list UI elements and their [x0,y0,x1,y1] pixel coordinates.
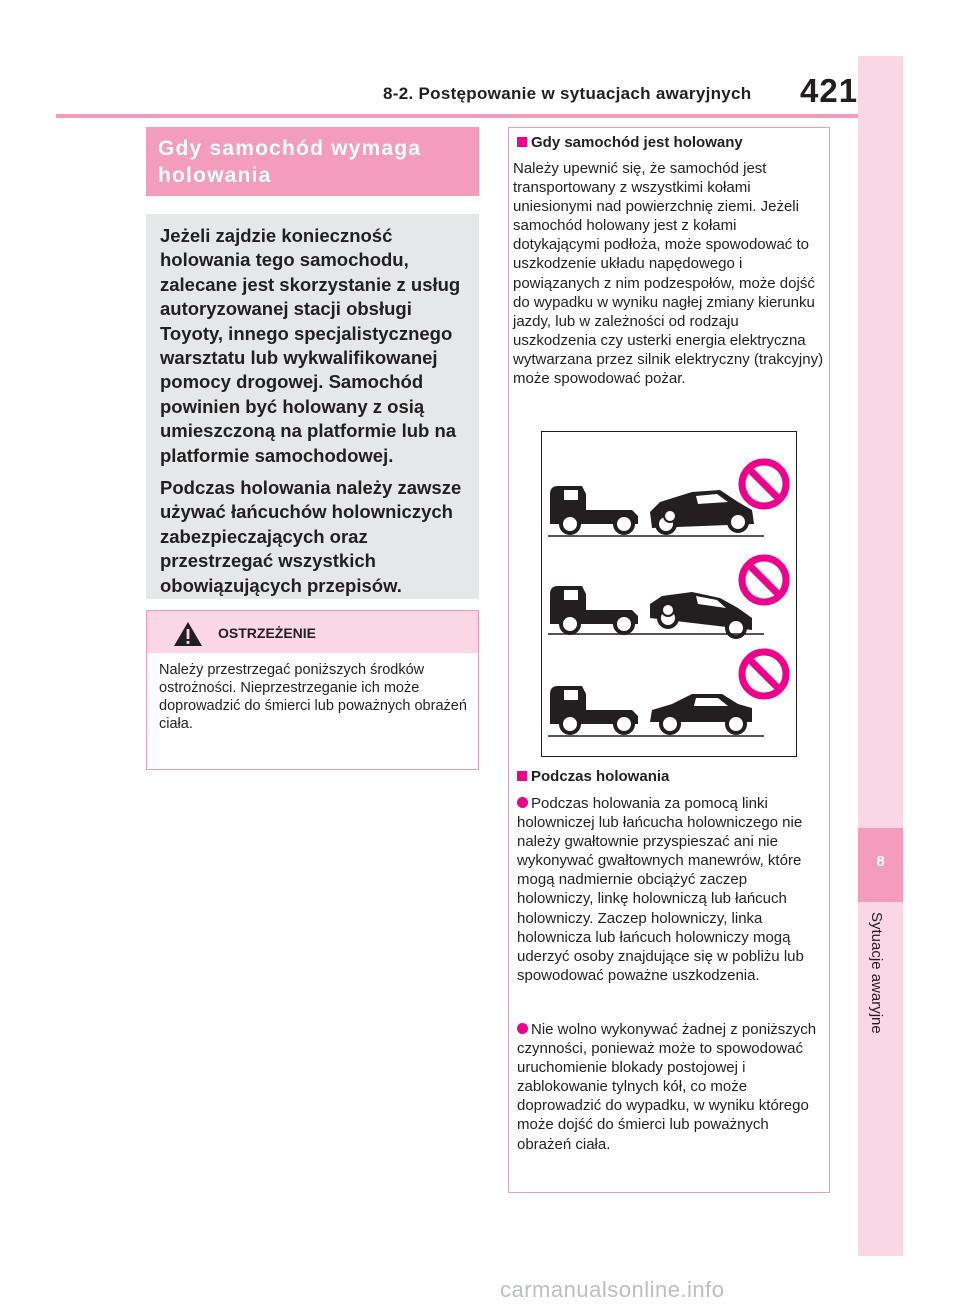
during-towing-heading-label: Podczas holowania [531,768,670,785]
warning-header [147,611,478,653]
right-info-box [508,127,830,1193]
intro-paragraph: Jeżeli zajdzie konieczność holowania tego samochodu, zalecane jest skorzystanie z usług autoryzowanej stacji obsługi Toyoty, innego specjalistycznego warsztatu lub wykwalifikowanej pomocy drogowej. Samochód powinien być holowany z osią umieszczoną na platformie lub na platformie samochodowej. [160,225,461,466]
during-towing-heading [517,768,669,785]
towing-illustration [541,431,797,757]
header-rule [56,114,858,118]
towed-text: Należy upewnić się, że samochód jest transportowany z wszystkimi kołami uniesionymi nad powierzchnię ziemi. Jeżeli samochód holowany jest z kołami dotykającymi podłoża, może spowodować to uszkodzenie układu napędowego i powiązanych z nim podzespołów, może dojść do wypadku w wyniku nagłej zmiany kierunku jazdy, lub w zależności od rodzaju uszkodzenia czy usterki energia elektryczna wytwarzana przez silnik elektryczny (trakcyjny) może spowodować pożar. [513,160,824,388]
steering-wheel-icon [662,604,674,616]
bullet-dot-icon [517,797,528,808]
car-icon [650,694,752,733]
towing-diagram [542,432,796,756]
prohibited-icon [742,462,786,506]
steering-wheel-icon [664,510,676,522]
intro-box [146,214,479,599]
prohibited-icon [742,652,786,696]
bullet-text: Podczas holowania za pomocą linki holowniczej lub łańcucha holowniczego nie należy gwałtownie przyspieszać ani nie wykonywać gwałtownych manewrów, które mogą nadmiernie obciążyć zaczep holowniczy, linkę holowniczą lub łańcuch holowniczy. Zaczep holowniczy, linka holownicza lub łańcuch holowniczy mogą uderzyć osoby znajdujące się w pobliżu lub spowodować poważne uszkodzenia. [517,795,804,984]
bullet-item [517,1020,825,1154]
prohibited-icon [742,558,786,602]
bullet-text: Nie wolno wykonywać żadnej z poniższych czynności, ponieważ może to spowodować uruchomienie blokady postojowej i zablokowanie tylnych kół, co może doprowadzić do wypadku, w wyniku którego może dojść do śmierci lub poważnych obrażeń ciała. [517,1021,817,1153]
warning-title: OSTRZEŻENIE [218,625,317,641]
page-number: 421 [800,72,859,109]
square-bullet-icon [517,771,527,781]
header-title: 8-2. Postępowanie w sytuacjach awaryjnych [383,84,752,103]
warning-text: Należy przestrzegać poniższych środków ostrożności. Nieprzestrzeganie ich może doprowadzić do śmierci lub poważnych obrażeń ciała. [159,662,467,732]
side-tab [858,56,903,1256]
towed-heading [517,134,743,151]
chapter-name: Sytuacje awaryjne [868,912,885,1034]
footer-watermark: carmanualsonline.info [500,1277,725,1302]
warning-box [146,610,479,770]
chapter-number: 8 [876,853,885,870]
intro-paragraph: Podczas holowania należy zawsze używać łańcuchów holowniczych zabezpieczających oraz przestrzegać wszystkich obowiązujących przepisów. [160,477,462,596]
bullet-item [517,794,825,985]
section-title: Gdy samochód wymaga holowania [146,127,479,196]
square-bullet-icon [517,137,527,147]
tow-truck-icon [550,486,638,533]
tow-truck-icon [550,586,638,633]
bullet-dot-icon [517,1023,528,1034]
tow-truck-icon [550,686,638,733]
towed-heading-label: Gdy samochód jest holowany [531,134,743,151]
warning-triangle-icon [173,621,203,647]
